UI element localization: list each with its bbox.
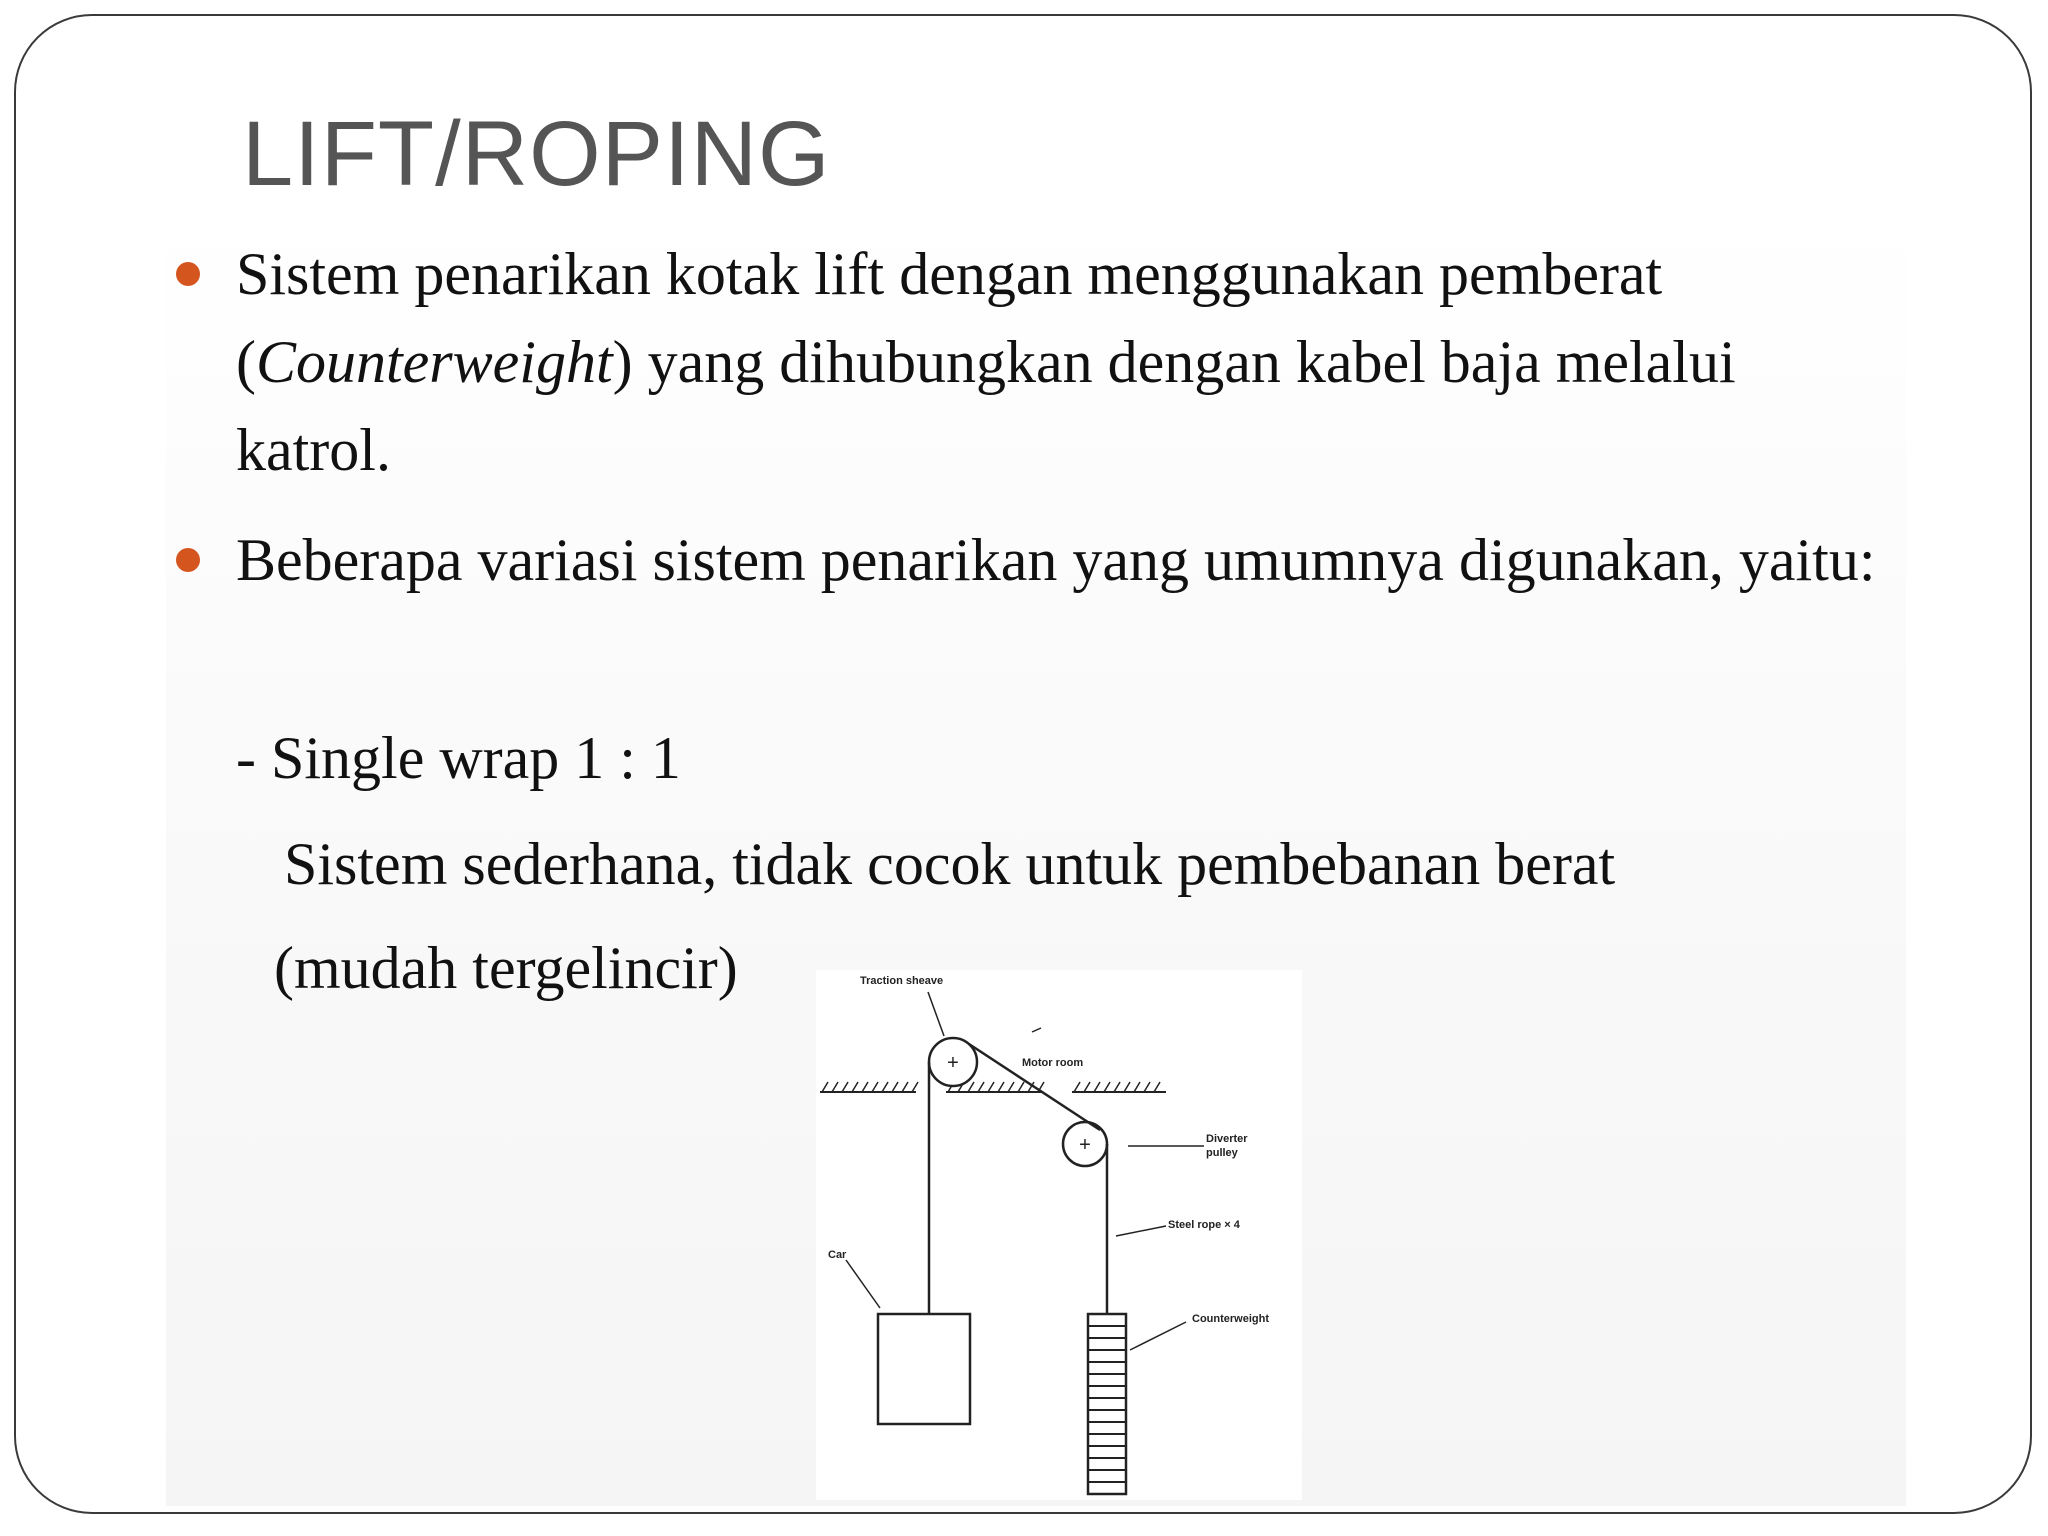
description-line-2: (mudah tergelincir) [274, 935, 738, 1001]
label-diverter-pulley-2: pulley [1206, 1147, 1238, 1159]
counterweight-block [1088, 1314, 1126, 1494]
description-line-1: Sistem sederhana, tidak cocok untuk pembebanan berat [284, 831, 1616, 897]
label-counterweight: Counterweight [1192, 1313, 1269, 1325]
car-box [878, 1314, 970, 1424]
label-diverter-pulley-1: Diverter [1206, 1133, 1248, 1145]
leader-lines [846, 992, 1204, 1350]
bullet-dot-icon [176, 548, 200, 572]
bullet-1-text-pre: Sistem penarikan kotak lift dengan menggunakan pemberat ( [236, 241, 1663, 395]
diverter-pulley-symbol: + [1079, 1134, 1091, 1156]
slide-frame [14, 14, 2032, 1514]
sub-item-single-wrap: - Single wrap 1 : 1 [236, 725, 681, 791]
bullet-1-text-italic: Counterweight [255, 329, 613, 395]
bullet-1-text-post: ) yang dihubungkan dengan kabel baja melalui katrol. [236, 329, 1736, 483]
label-motor-room: Motor room [1022, 1057, 1084, 1069]
motor-room-floor [820, 1082, 1166, 1092]
bullet-dot-icon [176, 262, 200, 286]
label-traction-sheave: Traction sheave [860, 975, 944, 987]
slide-title: LIFT/ROPING [242, 103, 831, 205]
bullet-1 [236, 230, 1876, 494]
label-steel-rope: Steel rope × 4 [1168, 1219, 1240, 1231]
label-car: Car [828, 1249, 847, 1261]
bullet-2-text: Beberapa variasi sistem penarikan yang umumnya digunakan, yaitu: [236, 527, 1876, 593]
bullet-2 [236, 516, 1876, 604]
traction-sheave-symbol: + [947, 1052, 959, 1074]
roping-diagram [816, 970, 1302, 1500]
roping-diagram-svg [816, 970, 1302, 1500]
